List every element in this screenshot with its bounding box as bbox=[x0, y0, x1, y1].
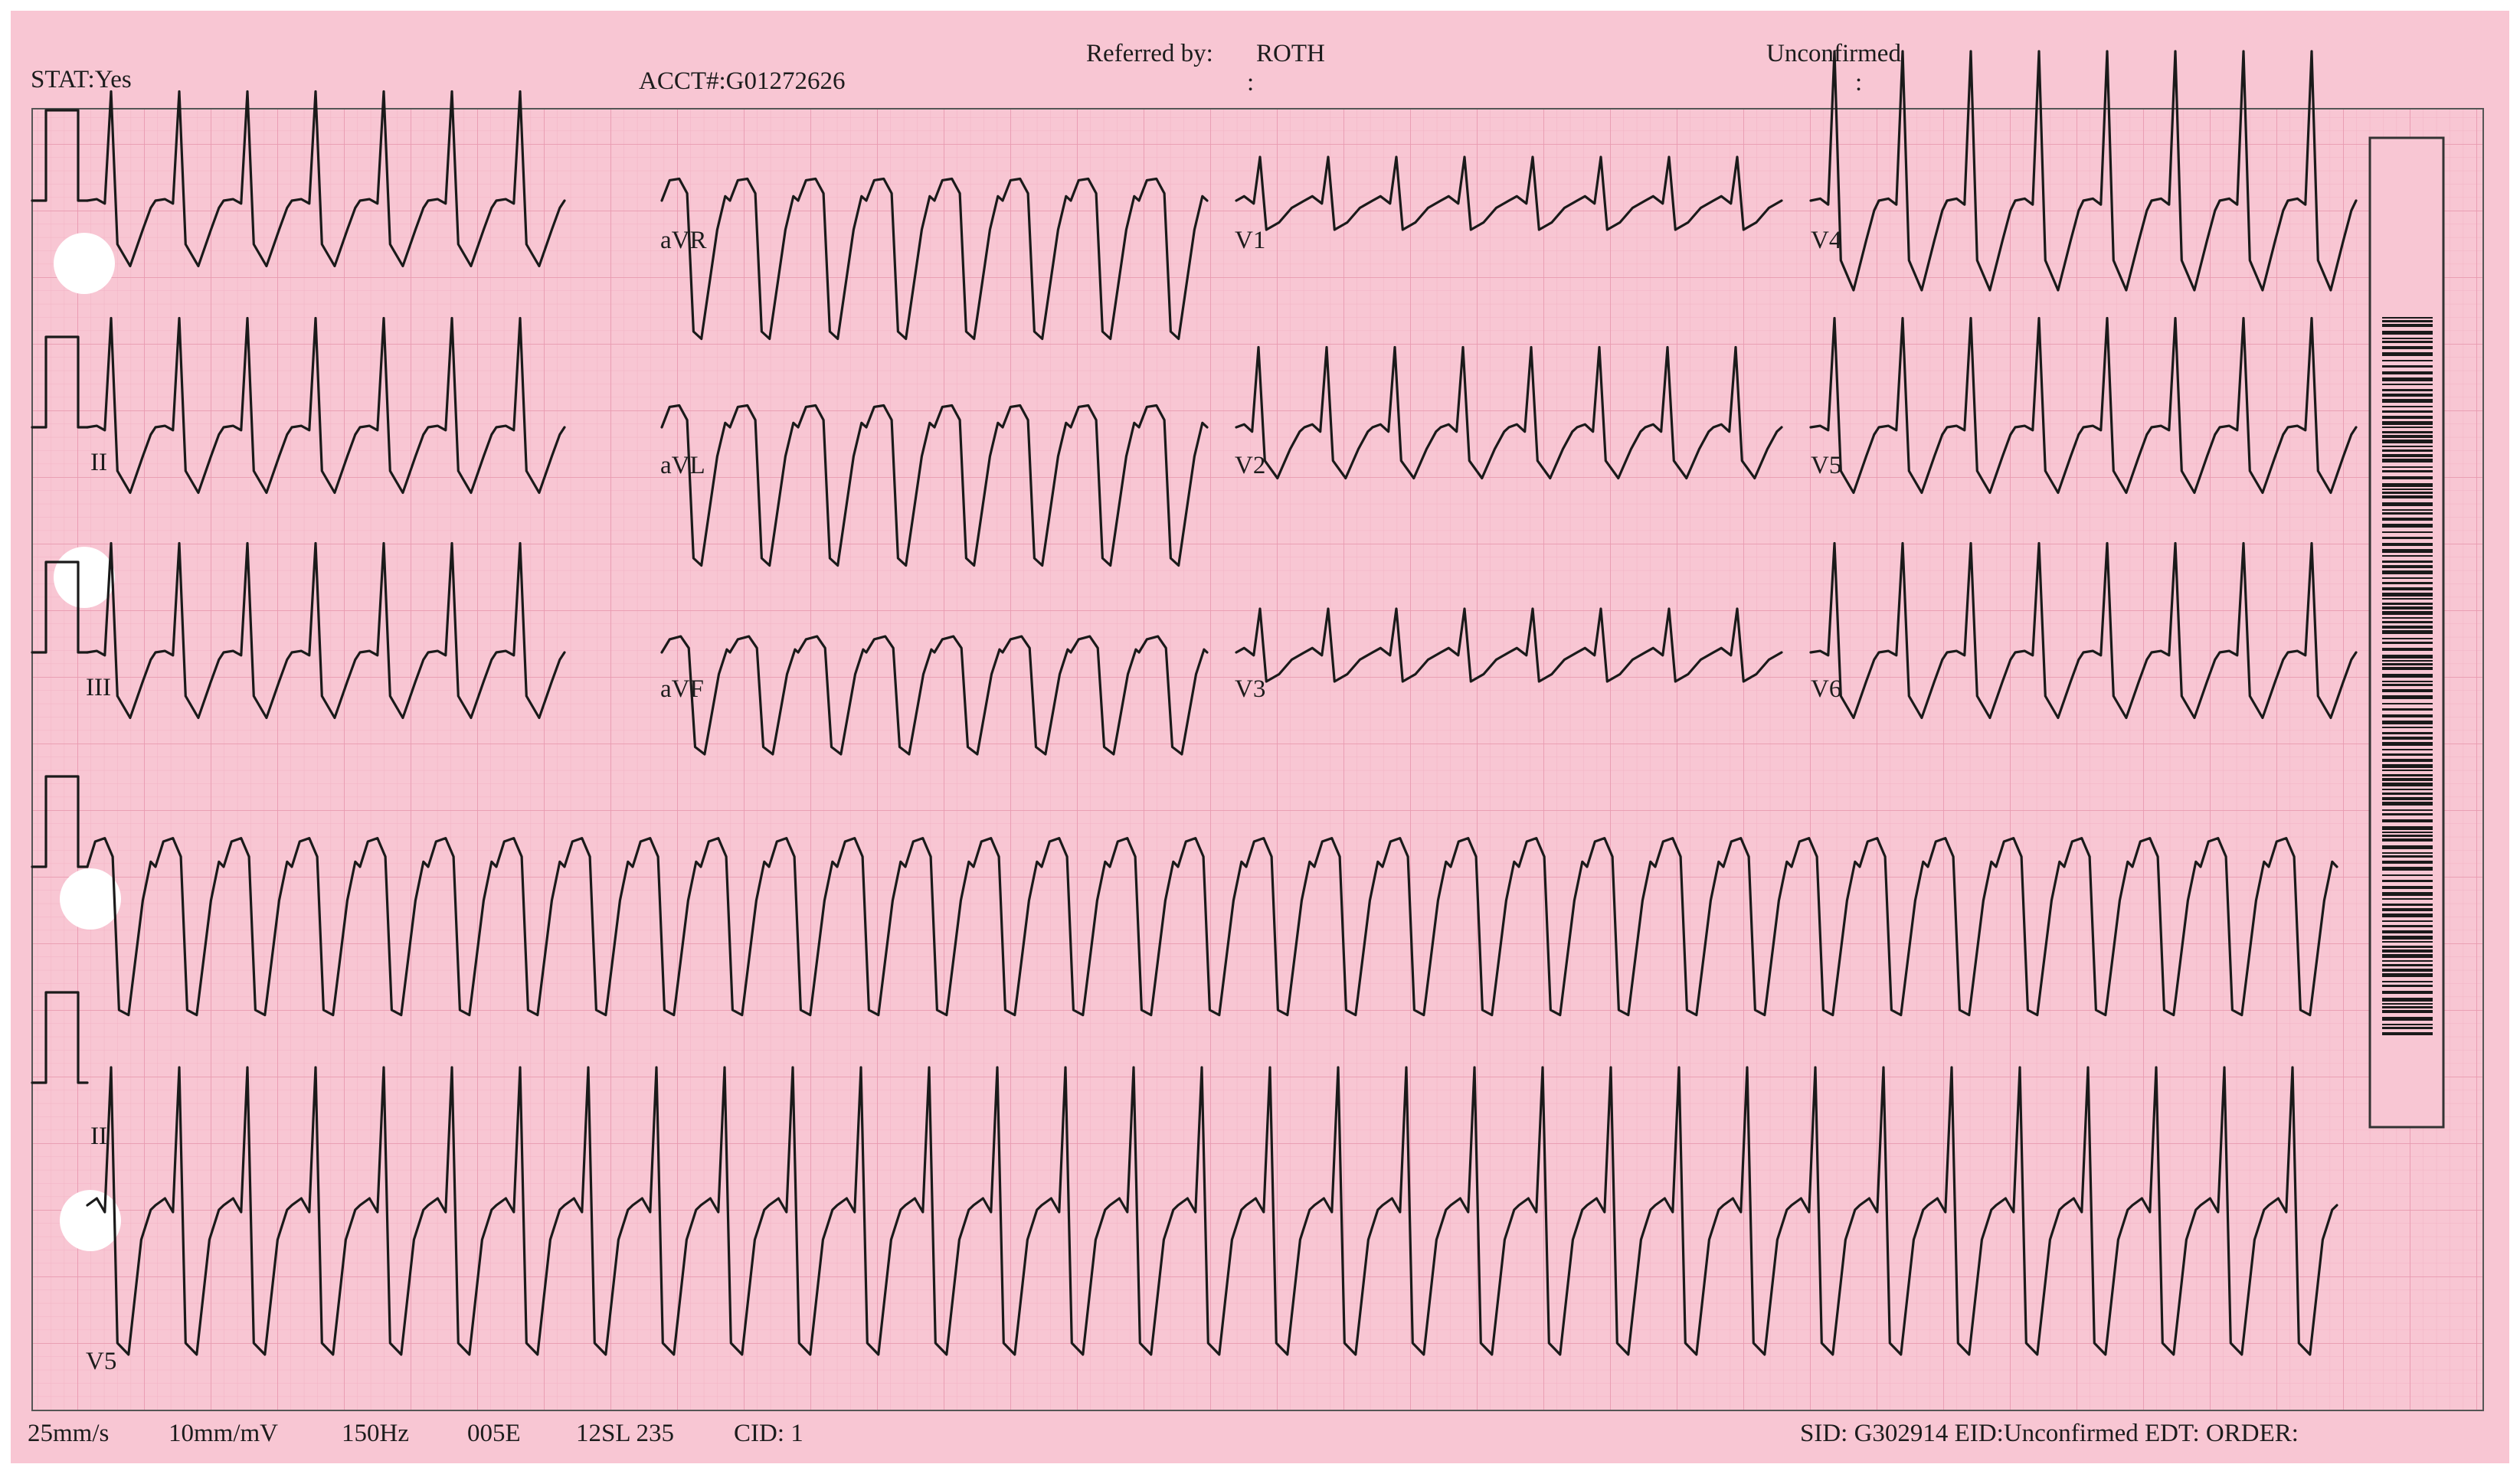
barcode-bar bbox=[2382, 561, 2433, 563]
lead-label-v1: V1 bbox=[1235, 227, 1266, 254]
barcode-bar bbox=[2382, 492, 2433, 494]
barcode-bar bbox=[2382, 543, 2433, 546]
filter-setting: 150Hz bbox=[342, 1420, 409, 1447]
barcode-bar bbox=[2382, 1006, 2433, 1008]
barcode-bar bbox=[2382, 531, 2433, 533]
barcode-bar bbox=[2382, 925, 2433, 927]
barcode-bar bbox=[2382, 809, 2433, 811]
barcode-bar bbox=[2382, 570, 2433, 574]
barcode-bar bbox=[2382, 324, 2433, 327]
barcode-bar bbox=[2382, 549, 2433, 553]
barcode-bar bbox=[2382, 603, 2433, 605]
barcode-bar bbox=[2382, 985, 2433, 987]
barcode-bar bbox=[2382, 406, 2433, 407]
barcode-bar bbox=[2382, 617, 2433, 619]
account-number: ACCT#:G01272626 bbox=[639, 67, 846, 95]
barcode-bar bbox=[2382, 764, 2433, 768]
barcode-bar bbox=[2382, 606, 2433, 610]
barcode-bar bbox=[2382, 727, 2433, 728]
barcode-bar bbox=[2382, 778, 2433, 781]
barcode-bar bbox=[2382, 732, 2433, 734]
barcode-bar bbox=[2382, 421, 2433, 425]
barcode-bar bbox=[2382, 524, 2433, 528]
device-code: 005E bbox=[467, 1420, 521, 1447]
status-colon: : bbox=[1855, 69, 1863, 96]
barcode-bar bbox=[2382, 813, 2433, 815]
barcode-bar bbox=[2382, 969, 2433, 972]
barcode-bar bbox=[2382, 410, 2433, 413]
grid bbox=[32, 109, 2483, 1410]
gain-setting: 10mm/mV bbox=[169, 1420, 279, 1447]
barcode-bar bbox=[2382, 695, 2433, 699]
barcode-bar bbox=[2382, 783, 2433, 786]
barcode-bar bbox=[2382, 1032, 2433, 1035]
barcode-bar bbox=[2382, 936, 2433, 940]
barcode-bar bbox=[2382, 466, 2433, 468]
cart-id: CID: 1 bbox=[734, 1420, 803, 1447]
barcode-bar bbox=[2382, 708, 2433, 711]
record-identifiers: SID: G302914 EID:Unconfirmed EDT: ORDER: bbox=[1800, 1420, 2299, 1447]
barcode-bar bbox=[2382, 587, 2433, 590]
barcode-bar bbox=[2382, 1003, 2433, 1005]
barcode-bar bbox=[2382, 684, 2433, 686]
lead-label-v2: V2 bbox=[1235, 452, 1266, 479]
device-model: 12SL 235 bbox=[576, 1420, 675, 1447]
barcode-bar bbox=[2382, 593, 2433, 596]
barcode-bar bbox=[2382, 341, 2433, 343]
barcode-bar bbox=[2382, 714, 2433, 717]
barcode-bar bbox=[2382, 749, 2433, 750]
lead-label-avl: aVL bbox=[660, 452, 705, 479]
rhythm-label-v5: V5 bbox=[86, 1348, 117, 1375]
barcode-bar bbox=[2382, 483, 2433, 487]
barcode-bar bbox=[2382, 431, 2433, 433]
barcode-bar bbox=[2382, 470, 2433, 472]
binder-hole bbox=[60, 1190, 121, 1251]
barcode-bar bbox=[2382, 384, 2433, 385]
barcode-bar bbox=[2382, 655, 2433, 659]
barcode-bar bbox=[2382, 880, 2433, 882]
barcode-bar bbox=[2382, 389, 2433, 391]
barcode-bar bbox=[2382, 973, 2433, 977]
barcode-bar bbox=[2382, 981, 2433, 982]
barcode-bar bbox=[2382, 537, 2433, 539]
barcode-bar bbox=[2382, 742, 2433, 746]
stat-label: STAT:Yes bbox=[31, 66, 132, 93]
barcode-bar bbox=[2382, 399, 2433, 403]
barcode-bar bbox=[2382, 861, 2433, 864]
barcode-bar bbox=[2382, 892, 2433, 896]
barcode-bar bbox=[2382, 638, 2433, 639]
binder-hole bbox=[60, 868, 121, 930]
barcode-bar bbox=[2382, 898, 2433, 900]
barcode-bar bbox=[2382, 855, 2433, 858]
barcode-bar bbox=[2382, 555, 2433, 557]
barcode-bar bbox=[2382, 737, 2433, 740]
paper-speed: 25mm/s bbox=[28, 1420, 110, 1447]
barcode-bar bbox=[2382, 1010, 2433, 1013]
barcode-bar bbox=[2382, 660, 2433, 662]
barcode-bar bbox=[2382, 509, 2433, 511]
barcode-bar bbox=[2382, 577, 2433, 579]
barcode-bar bbox=[2382, 598, 2433, 600]
barcode-bar bbox=[2382, 774, 2433, 776]
barcode-bar bbox=[2382, 1027, 2433, 1029]
barcode-bar bbox=[2382, 886, 2433, 889]
barcode-bar bbox=[2382, 435, 2433, 438]
barcode-bar bbox=[2382, 642, 2433, 644]
barcode-bar bbox=[2382, 998, 2433, 1002]
referred-by-label: Referred by: bbox=[1086, 40, 1213, 67]
barcode-bar bbox=[2382, 819, 2433, 822]
barcode-bar bbox=[2382, 960, 2433, 962]
barcode-bar bbox=[2382, 454, 2433, 457]
barcode-bar bbox=[2382, 582, 2433, 584]
lead-label-v3: V3 bbox=[1235, 675, 1266, 703]
barcode-bar bbox=[2382, 793, 2433, 795]
lead-label-ii: II bbox=[90, 449, 107, 476]
barcode-bar bbox=[2382, 331, 2433, 335]
barcode-bar bbox=[2382, 338, 2433, 339]
barcode-bar bbox=[2382, 845, 2433, 849]
barcode-bar bbox=[2382, 427, 2433, 428]
barcode-bar bbox=[2382, 753, 2433, 756]
lead-label-v5: V5 bbox=[1811, 452, 1842, 479]
barcode-bar bbox=[2382, 1024, 2433, 1025]
barcode-bar bbox=[2382, 440, 2433, 443]
barcode-bar bbox=[2382, 449, 2433, 452]
barcode-bar bbox=[2382, 317, 2433, 319]
barcode-bar bbox=[2382, 874, 2433, 876]
barcode-bar bbox=[2382, 721, 2433, 724]
barcode-bar bbox=[2382, 394, 2433, 397]
lead-label-v6: V6 bbox=[1811, 675, 1842, 703]
barcode-bar bbox=[2382, 416, 2433, 419]
barcode-bar bbox=[2382, 904, 2433, 906]
barcode-bar bbox=[2382, 377, 2433, 381]
barcode-bar bbox=[2382, 826, 2433, 830]
barcode-bar bbox=[2382, 476, 2433, 479]
barcode-bar bbox=[2382, 832, 2433, 833]
barcode-bar bbox=[2382, 913, 2433, 917]
barcode-bar bbox=[2382, 908, 2433, 911]
referrer-name: ROTH bbox=[1256, 40, 1325, 67]
confirmation-status: Unconfirmed bbox=[1766, 40, 1901, 67]
barcode-bar bbox=[2382, 667, 2433, 670]
barcode-bar bbox=[2382, 360, 2433, 361]
barcode-bar bbox=[2382, 797, 2433, 800]
barcode-bar bbox=[2382, 346, 2433, 349]
barcode-bar bbox=[2382, 689, 2433, 692]
barcode-bar bbox=[2382, 759, 2433, 762]
referred-colon: : bbox=[1247, 69, 1255, 96]
barcode-bar bbox=[2382, 495, 2433, 498]
barcode-bar bbox=[2382, 371, 2433, 374]
binder-hole bbox=[54, 233, 115, 294]
barcode-bar bbox=[2382, 611, 2433, 615]
barcode-bar bbox=[2382, 802, 2433, 806]
barcode-bar bbox=[2382, 502, 2433, 506]
barcode-bar bbox=[2382, 621, 2433, 623]
barcode-bar bbox=[2382, 941, 2433, 943]
lead-label-v4: V4 bbox=[1811, 227, 1842, 254]
barcode-bar bbox=[2382, 352, 2433, 356]
lead-label-avf: aVF bbox=[660, 675, 704, 703]
barcode-bar bbox=[2382, 565, 2433, 568]
binder-hole bbox=[54, 547, 115, 608]
barcode-bar bbox=[2382, 320, 2433, 322]
barcode-bar bbox=[2382, 954, 2433, 958]
lead-label-iii: III bbox=[86, 674, 111, 701]
barcode-bar bbox=[2382, 648, 2433, 651]
barcode-bar bbox=[2382, 681, 2433, 682]
barcode-bar bbox=[2382, 920, 2433, 922]
barcode-bar bbox=[2382, 949, 2433, 953]
barcode-bar bbox=[2382, 630, 2433, 634]
barcode-bar bbox=[2382, 674, 2433, 678]
barcode-bar bbox=[2382, 518, 2433, 521]
barcode-bar bbox=[2382, 852, 2433, 854]
barcode-bar bbox=[2382, 930, 2433, 933]
barcode-bar bbox=[2382, 489, 2433, 490]
barcode-bar bbox=[2382, 789, 2433, 790]
barcode-bar bbox=[2382, 663, 2433, 665]
barcode-bar bbox=[2382, 770, 2433, 771]
barcode-bar bbox=[2382, 835, 2433, 837]
barcode-bar bbox=[2382, 964, 2433, 966]
barcode-bar bbox=[2382, 365, 2433, 368]
barcode-bar bbox=[2382, 626, 2433, 629]
lead-label-avr: aVR bbox=[660, 227, 707, 254]
rhythm-label-ii: II bbox=[90, 1123, 107, 1150]
barcode-bar bbox=[2382, 459, 2433, 462]
barcode-bar bbox=[2382, 838, 2433, 842]
barcode-bar bbox=[2382, 946, 2433, 948]
barcode-bar bbox=[2382, 703, 2433, 704]
barcode-bar bbox=[2382, 512, 2433, 515]
barcode-bar bbox=[2382, 1017, 2433, 1021]
barcode-bar bbox=[2382, 446, 2433, 447]
barcode-bar bbox=[2382, 991, 2433, 994]
barcode-bar bbox=[2382, 867, 2433, 871]
